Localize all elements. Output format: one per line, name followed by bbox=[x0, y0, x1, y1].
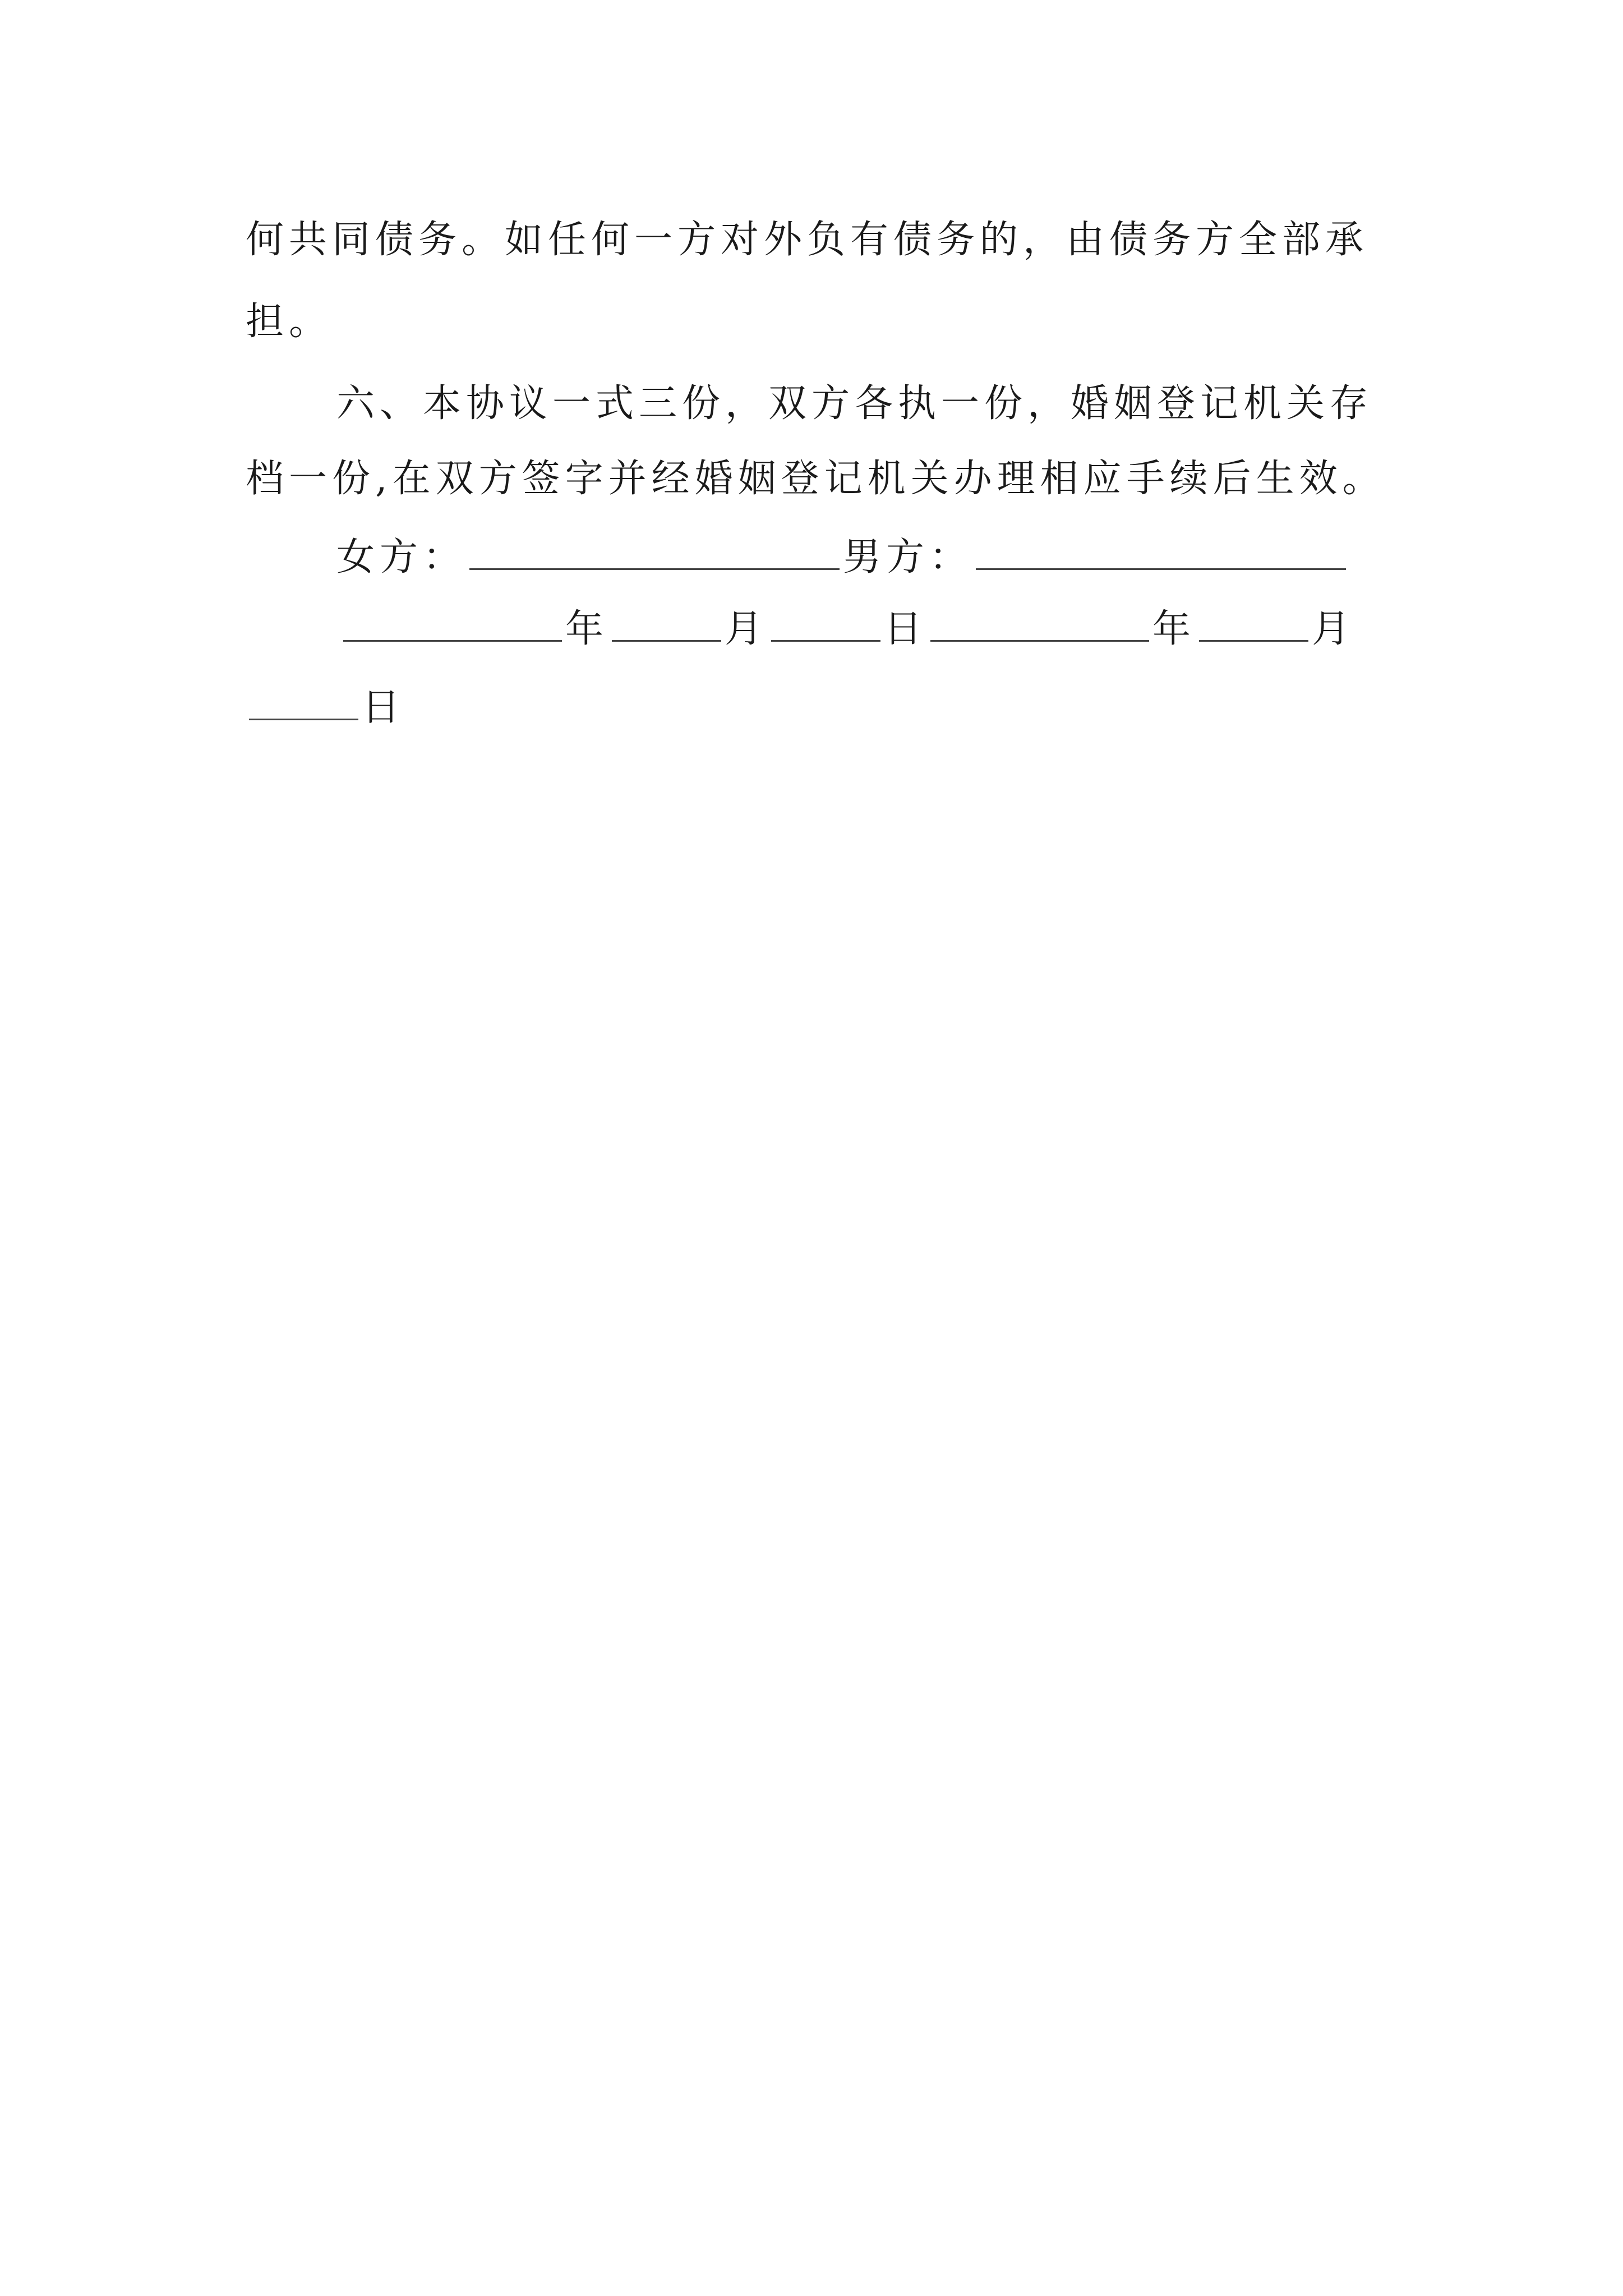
male-signature-label: 男方： bbox=[843, 535, 973, 579]
female-signature-label: 女方： bbox=[336, 535, 467, 579]
signature-line bbox=[336, 531, 1349, 585]
year-label: 年 bbox=[1152, 607, 1196, 651]
female-month-blank[interactable] bbox=[612, 603, 721, 642]
month-label: 月 bbox=[725, 607, 768, 651]
male-signature-blank[interactable] bbox=[976, 531, 1346, 570]
male-day-blank[interactable] bbox=[249, 682, 358, 720]
male-month-blank[interactable] bbox=[1199, 603, 1308, 642]
paragraph-line: 担。 bbox=[246, 300, 333, 344]
paragraph-line: 档一份,在双方签字并经婚姻登记机关办理相应手续后生效。 bbox=[246, 457, 1386, 501]
date-line-continued bbox=[246, 681, 405, 735]
female-signature-blank[interactable] bbox=[469, 531, 840, 570]
day-label: 日 bbox=[362, 685, 405, 730]
male-year-blank[interactable] bbox=[930, 603, 1149, 642]
female-year-blank[interactable] bbox=[343, 603, 562, 642]
paragraph-line: 六、本协议一式三份，双方各执一份，婚姻登记机关存 bbox=[336, 381, 1373, 426]
paragraph-line: 何共同债务。如任何一方对外负有债务的，由债务方全部承 bbox=[246, 218, 1369, 262]
year-label: 年 bbox=[565, 607, 609, 651]
day-label: 日 bbox=[884, 607, 928, 651]
month-label: 月 bbox=[1312, 607, 1355, 651]
date-line bbox=[340, 602, 1355, 656]
female-day-blank[interactable] bbox=[771, 603, 880, 642]
